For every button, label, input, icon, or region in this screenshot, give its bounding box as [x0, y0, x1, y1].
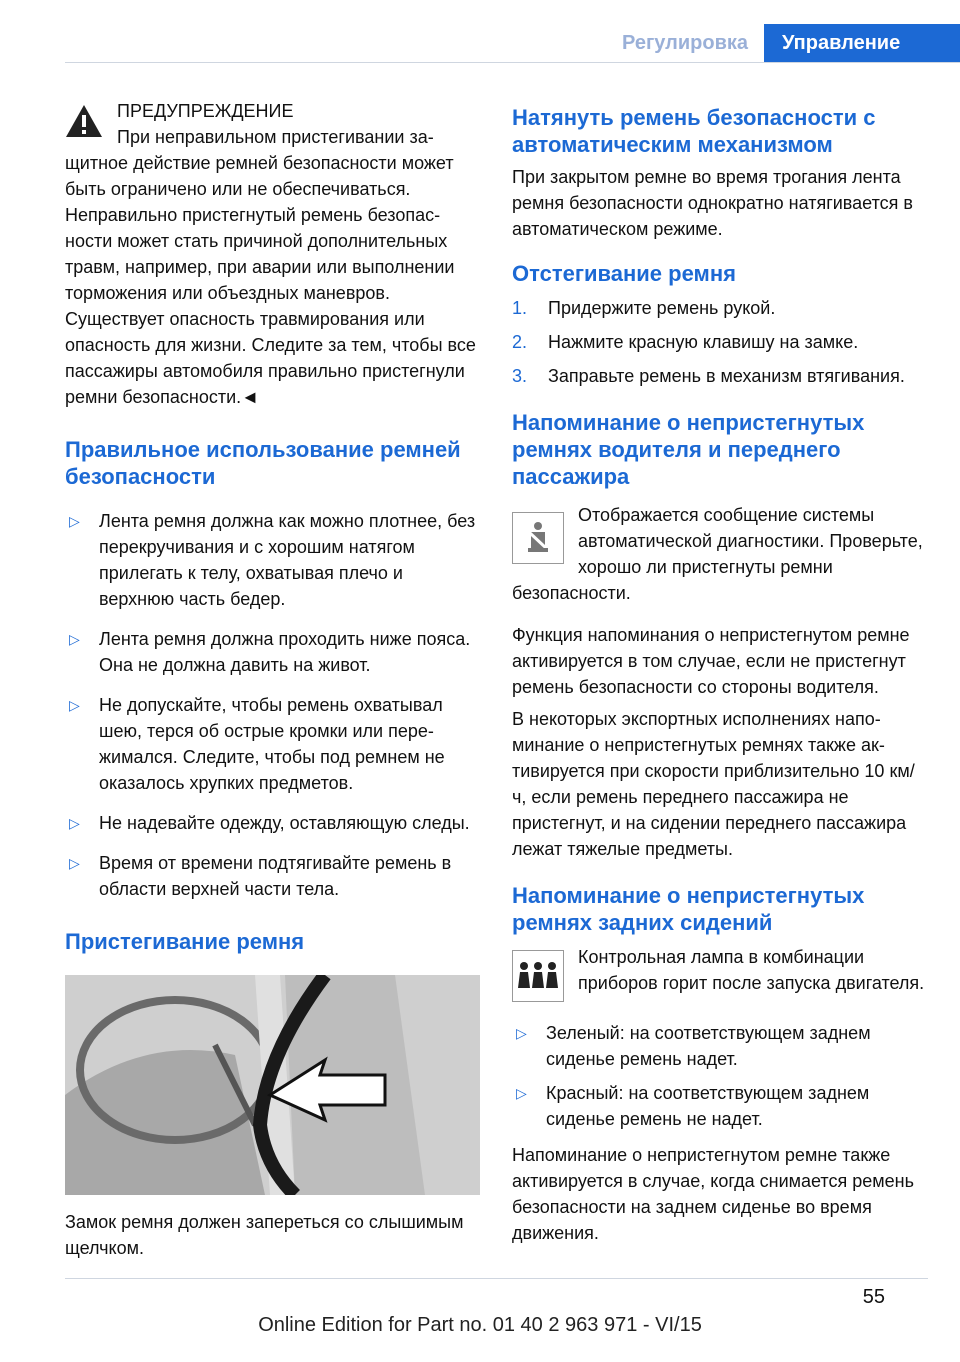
triangle-bullet-icon: ▷ [516, 1025, 527, 1041]
correct-use-list [65, 508, 480, 902]
section-title-fastening: Пристегивание ремня [65, 929, 305, 954]
warning-block [65, 98, 480, 410]
front-reminder-icon-block [512, 502, 927, 606]
list-item: ▷ Лента ремня должна как можно плотнее, без перекручивания и с хорошим натягом прилегать к телу, охватывая плечо и верхнюю часть бедер. [65, 508, 480, 612]
tab-regulirovka[interactable]: Регулировка [608, 24, 764, 62]
front-reminder-text1: Функция напоминания о непристегнутом ремне активируется в том случае, если не пристегнут ремень безопасности со стороны водителя. [512, 625, 910, 697]
rear-reminder-list [512, 1020, 927, 1132]
rear-reminder-icon-text: Контрольная лампа в комбинации приборов горит после запуска двигателя. [578, 947, 925, 993]
list-item: ▷ Не допускайте, чтобы ремень охватывал шею, терся об острые кромки или пережимался. Следите, чтобы под ремнем не оказалось хрупких предметов. [65, 692, 480, 796]
triangle-bullet-icon: ▷ [516, 1085, 527, 1101]
rear-seats-icon [512, 950, 564, 1002]
left-column [65, 98, 480, 1261]
warning-icon [65, 104, 103, 138]
list-item: ▷ Зеленый: на соответствующем заднем сиденье ремень надет. [512, 1020, 927, 1072]
seatbelt-buckle-photo [65, 975, 480, 1195]
auto-tension-text: При закрытом ремне во время трогания лента ремня безопасности однократно натягивается в автоматическом режиме. [512, 167, 913, 239]
rear-reminder-icon-block [512, 944, 927, 1006]
seatbelt-warning-icon [512, 512, 564, 564]
section-title-auto-tension: Натянуть ремень безопасности с автоматическим механизмом [512, 105, 876, 157]
section-title-unfasten: Отстегивание ремня [512, 261, 736, 286]
tab-upravlenie[interactable]: Управление [764, 24, 960, 62]
right-column [512, 104, 927, 1246]
unfasten-steps [512, 295, 927, 389]
edition-footer: Online Edition for Part no. 01 40 2 963 971 - VI/15 [258, 1314, 702, 1336]
photo-caption: Замок ремня должен запереться со слышимым щелчком. [65, 1212, 464, 1258]
front-reminder-icon-text: Отображается сообщение системы автоматической диагностики. Проверьте, хорошо ли пристегнуты ремни безопасности. [512, 505, 923, 603]
warning-title: ПРЕДУПРЕЖДЕНИЕ [117, 101, 294, 121]
list-item: ▷ Время от времени подтягивайте ремень в области верхней части тела. [65, 850, 480, 902]
header-tabs [608, 24, 960, 62]
page-number: 55 [862, 1286, 885, 1308]
triangle-bullet-icon: ▷ [69, 631, 80, 647]
triangle-bullet-icon: ▷ [69, 855, 80, 871]
top-divider [65, 62, 960, 63]
warning-text-line1: При неправильном пристегивании за- [117, 127, 434, 147]
footer-divider [65, 1278, 928, 1279]
list-item: ▷ Красный: на соответствующем заднем сиденье ремень не надет. [512, 1080, 927, 1132]
list-item: ▷ Лента ремня должна проходить ниже пояса. Она не должна давить на живот. [65, 626, 480, 678]
step-item: 1. Придержите ремень рукой. [512, 298, 776, 318]
front-reminder-text2: В некоторых экспортных исполнениях напоминание о непристегнутых ремнях также активируется при скорости приблизительно 10 км/ч, если ремень переднего пассажира не пристегнут, и на сидении переднего пассажира лежат тяжелые предметы. [512, 709, 915, 859]
warning-text: щитное действие ремней безопасности может быть ограничено или не обеспечиваться. Неправильно пристегнутый ремень безопасности может стать причиной дополнительных травм, например, при аварии или выполнении торможения или объездных маневров. Существует опасность травмирования или опасность для жизни. Следите за тем, чтобы все пассажиры автомобиля правильно пристегнули ремни безопасности.◄ [65, 153, 476, 407]
seatbelt-illustration [65, 975, 480, 1195]
step-item: 3. Заправьте ремень в механизм втягивания. [512, 366, 905, 386]
section-title-rear-reminder: Напоминание о непристегнутых ремнях задних сидений [512, 883, 865, 935]
rear-reminder-text: Напоминание о непристегнутом ремне также активируется в случае, когда снимается ремень безопасности на заднем сиденье во время движения. [512, 1145, 914, 1243]
step-item: 2. Нажмите красную клавишу на замке. [512, 332, 859, 352]
section-title-correct-use: Правильное использование ремней безопасности [65, 437, 461, 489]
triangle-bullet-icon: ▷ [69, 815, 80, 831]
section-title-front-reminder: Напоминание о непристегнутых ремнях водителя и переднего пассажира [512, 410, 865, 489]
list-item: ▷ Не надевайте одежду, оставляющую следы. [65, 810, 480, 836]
triangle-bullet-icon: ▷ [69, 697, 80, 713]
triangle-bullet-icon: ▷ [69, 513, 80, 529]
